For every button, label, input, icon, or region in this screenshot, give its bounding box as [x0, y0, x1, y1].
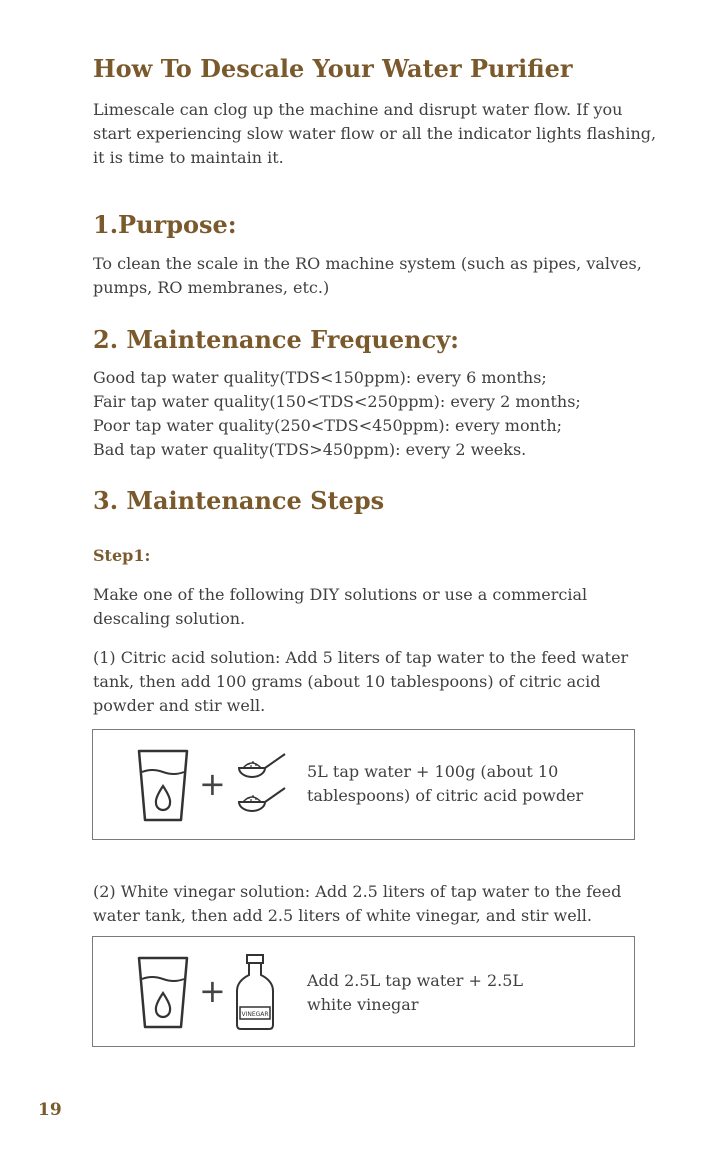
water-glass-icon [135, 955, 191, 1031]
citric-acid-box [92, 729, 635, 840]
vinegar-box [92, 936, 635, 1047]
vinegar-bottle-label: VINEGAR [241, 1011, 269, 1018]
step1-text: Make one of the following DIY solutions or use a commercial descaling solution. [93, 585, 588, 628]
intro-paragraph: Limescale can clog up the machine and disrupt water flow. If you start experiencing slow water flow or all the indicator lights flashing, it is time to maintain it. [93, 100, 657, 167]
spoon-icon [235, 750, 291, 822]
vinegar-bottle-icon [231, 951, 279, 1031]
page-title: How To Descale Your Water Purifier [93, 54, 573, 83]
frequency-line: Fair tap water quality(150<TDS<250ppm): every 2 months; [93, 392, 581, 411]
step1-label: Step1: [93, 546, 151, 565]
steps-heading: 3. Maintenance Steps [93, 486, 385, 515]
plus-sign: + [199, 765, 226, 803]
page-number: 19 [38, 1100, 62, 1120]
plus-sign: + [199, 972, 226, 1010]
option2-text: (2) White vinegar solution: Add 2.5 liters of tap water to the feed water tank, then add 2.5 liters of white vinegar, and stir well. [93, 882, 622, 925]
frequency-line: Poor tap water quality(250<TDS<450ppm): every month; [93, 416, 563, 435]
frequency-line: Bad tap water quality(TDS>450ppm): every 2 weeks. [93, 440, 527, 459]
purpose-text: To clean the scale in the RO machine system (such as pipes, valves, pumps, RO membranes, etc.) [93, 254, 642, 297]
frequency-line: Good tap water quality(TDS<150ppm): every 6 months; [93, 368, 547, 387]
frequency-list [93, 366, 663, 462]
vinegar-box-text: Add 2.5L tap water + 2.5L white vinegar [307, 971, 524, 1014]
citric-acid-box-text: 5L tap water + 100g (about 10 tablespoons) of citric acid powder [307, 762, 584, 805]
option1-text: (1) Citric acid solution: Add 5 liters of tap water to the feed water tank, then add 100 grams (about 10 tablespoons) of citric acid powder and stir well. [93, 648, 629, 715]
purpose-heading: 1.Purpose: [93, 210, 237, 239]
water-glass-icon [135, 748, 191, 824]
frequency-heading: 2. Maintenance Frequency: [93, 325, 460, 354]
